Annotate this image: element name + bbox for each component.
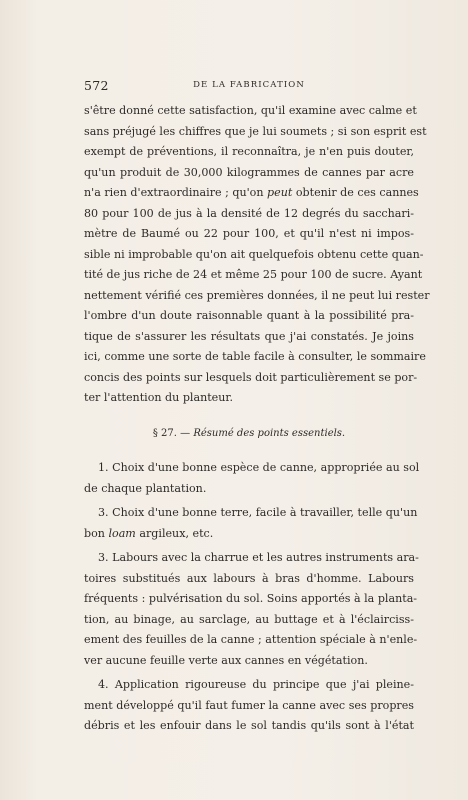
text-line: concis des points sur lesquels doit particulièrement se por- <box>84 370 418 384</box>
paragraph-1 <box>84 101 430 409</box>
emphasis-peut: peut <box>267 186 293 199</box>
item-3a <box>84 503 418 544</box>
running-head: DE LA FABRICATION <box>193 80 305 90</box>
text-line: débris et les enfouir dans le sol tandis qu'ils sont à l'état <box>84 719 414 732</box>
section-title: Résumé des points essentiels. <box>193 427 346 439</box>
text-segment: n'a rien d'extraordinaire ; qu'on <box>84 186 264 199</box>
text-line: 80 pour 100 de jus à la densité de 12 degrés du sacchari- <box>84 206 414 220</box>
text-line: ter l'attention du planteur. <box>84 391 234 404</box>
page-header <box>84 78 414 96</box>
text-line: qu'un produit de 30,000 kilogrammes de cannes par acre <box>84 165 414 179</box>
section-heading <box>84 424 414 445</box>
text-line <box>84 524 414 545</box>
text-line: ici, comme une sorte de table facile à consulter, le sommaire <box>84 350 426 363</box>
text-line <box>84 183 419 204</box>
emphasis-loam: loam <box>108 526 136 540</box>
body-text <box>84 101 430 737</box>
text-line: tique de s'assurer les résultats que j'ai constatés. Je joins <box>84 329 414 343</box>
item-1 <box>84 458 420 499</box>
text-line: 1. Choix d'une bonne espèce de canne, appropriée au sol <box>98 461 420 474</box>
text-line: 3. Labours avec la charrue et les autres instruments ara- <box>98 551 419 564</box>
text-line: ver aucune feuille verte aux cannes en végétation. <box>84 653 368 667</box>
item-4 <box>84 675 414 737</box>
text-line: 3. Choix d'une bonne terre, facile à travailler, telle qu'un <box>98 506 418 519</box>
text-line: fréquents : pulvérisation du sol. Soins apportés à la planta- <box>84 592 418 605</box>
text-line: sible ni improbable qu'on ait quelquefois obtenu cette quan- <box>84 247 424 261</box>
text-line: mètre de Baumé ou 22 pour 100, et qu'il n'est ni impos- <box>84 227 414 240</box>
text-line: de chaque plantation. <box>84 481 207 495</box>
item-3b <box>84 548 419 671</box>
text-line: nettement vérifié ces premières données, il ne peut lui rester <box>84 288 430 302</box>
text-line: ement des feuilles de la canne ; attention spéciale à n'enle- <box>84 633 418 646</box>
section-number: § 27. — <box>152 427 191 439</box>
text-segment: argileux, etc. <box>139 526 214 540</box>
text-segment: obtenir de ces cannes <box>295 186 419 199</box>
text-line: ment développé qu'il faut fumer la canne avec ses propres <box>84 698 414 712</box>
text-line: tion, au binage, au sarclage, au buttage et à l'éclairciss- <box>84 612 414 626</box>
text-line: toires substitués aux labours à bras d'homme. Labours <box>84 571 414 585</box>
text-line: 4. Application rigoureuse du principe que j'ai pleine- <box>98 678 414 691</box>
page-number: 572 <box>84 78 109 93</box>
text-line: l'ombre d'un doute raisonnable quant à la possibilité pra- <box>84 309 414 322</box>
text-line: sans préjugé les chiffres que je lui soumets ; si son esprit est <box>84 124 427 138</box>
text-line: tité de jus riche de 24 et même 25 pour 100 de sucre. Ayant <box>84 268 423 281</box>
text-line: s'être donné cette satisfaction, qu'il examine avec calme et <box>84 104 417 117</box>
text-segment: bon <box>84 526 105 540</box>
text-line: exempt de préventions, il reconnaîtra, je n'en puis douter, <box>84 145 414 158</box>
